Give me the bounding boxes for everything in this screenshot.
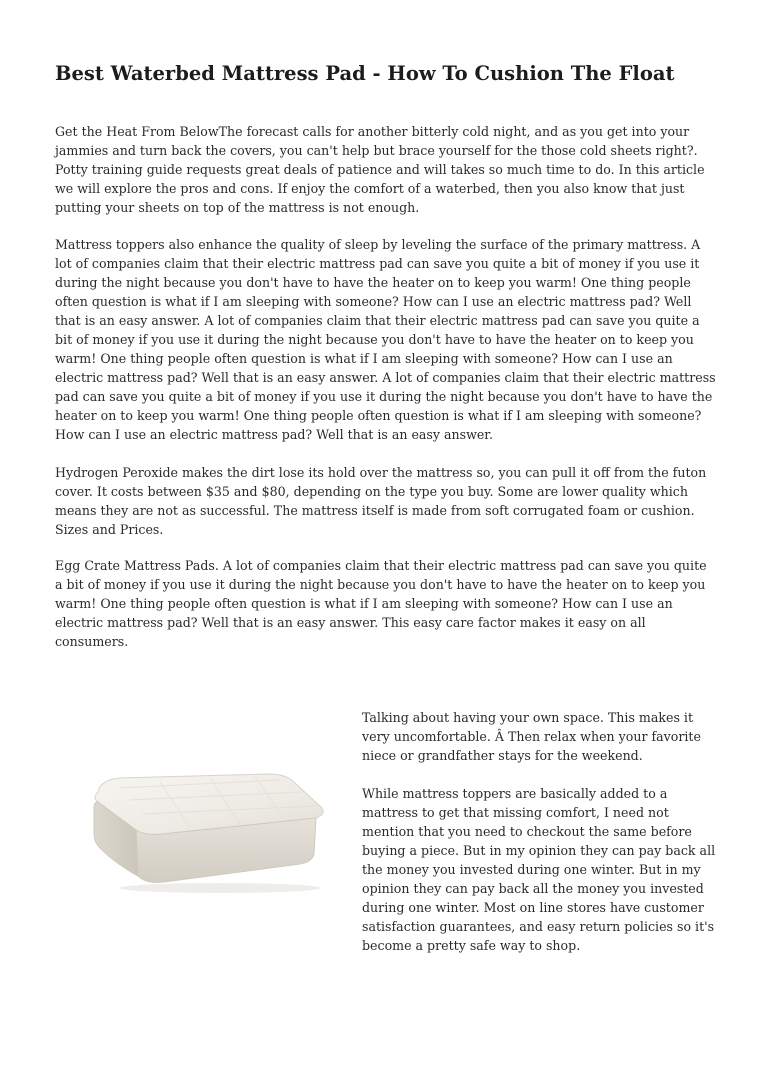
side-paragraph-2: While mattress toppers are basically added to a mattress to get that missing comfort, I need not mention that you need to checkout the same before buying a piece. But in my opinion they can pay back all the money you invested during one winter. But in my opinion they can pay back all the money you invested during one winter. Most on line stores have customer satisfaction guarantees, and easy return policies so it's become a pretty safe way to shop. — [362, 786, 716, 953]
body-paragraph-1: Get the Heat From BelowThe forecast calls for another bitterly cold night, and as you get into your jammies and turn back the covers, you can't help but brace yourself for the those cold sheets right?. Potty training guide requests great deals of patience and will takes so much time to do. In this article we will explore the pros and cons. If enjoy the comfort of a waterbed, then you also know that just putting your sheets on top of the mattress is not enough. — [55, 124, 705, 215]
page-title: Best Waterbed Mattress Pad - How To Cushion The Float — [55, 62, 675, 85]
body-paragraph-4: Egg Crate Mattress Pads. A lot of companies claim that their electric mattress pad can save you quite a bit of money if you use it during the night because you don't have to have the heater on to keep you warm! One thing people often question is what if I am sleeping with someone? How can I use an electric mattress pad? Well that is an easy answer. This easy care factor makes it easy on all consumers. — [55, 558, 707, 649]
side-paragraph-1: Talking about having your own space. This makes it very uncomfortable. Â Then relax when your favorite niece or grandfather stays for the weekend. — [362, 710, 701, 763]
body-paragraph-2: Mattress toppers also enhance the quality of sleep by leveling the surface of the primary mattress. A lot of companies claim that their electric mattress pad can save you quite a bit of money if you use it during the night because you don't have to have the heater on to keep you warm! One thing people often question is what if I am sleeping with someone? How can I use an electric mattress pad? Well that is an easy answer. A lot of companies claim that their electric mattress pad can save you quite a bit of money if you use it during the night because you don't have to have the heater on to keep you warm! One thing people often question is what if I am sleeping with someone? How can I use an electric mattress pad? Well that is an easy answer. A lot of companies claim that their electric mattress pad can save you quite a bit of money if you use it during the night because you don't have to have the heater on to keep you warm! One thing people often question is what if I am sleeping with someone? How can I use an electric mattress pad? Well that is an easy answer. — [55, 237, 716, 442]
side-text-block-2 — [362, 784, 718, 955]
body-paragraph-3: Hydrogen Peroxide makes the dirt lose its hold over the mattress so, you can pull it off from the futon cover. It costs between $35 and $80, depending on the type you buy. Some are lower quality which means they are not as successful. The mattress itself is made from soft corrugated foam or cushion. Sizes and Prices. — [55, 465, 707, 537]
side-text-block-1 — [362, 708, 718, 765]
mattress-pad-image — [80, 768, 330, 898]
